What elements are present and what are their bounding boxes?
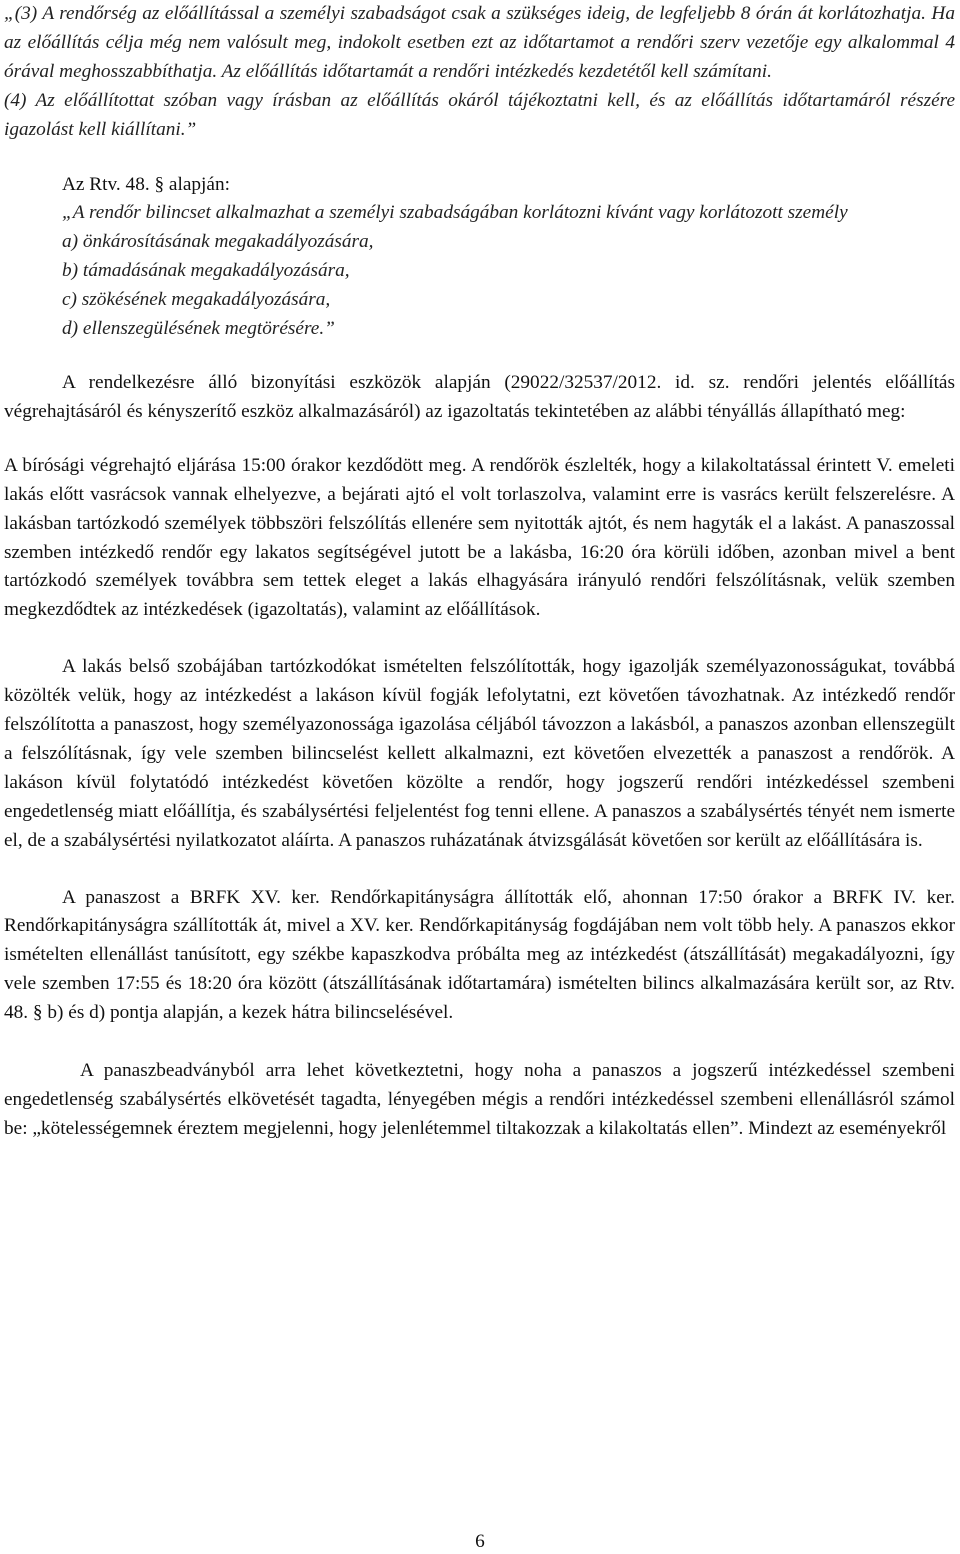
evidence-paragraph: A rendelkezésre álló bizonyítási eszközök alapján (29022/32537/2012. id. sz. rendőri jelentés előállítás végrehajtásáról és kényszerítő eszköz alkalmazásáról) az igazoltatás tekintetében az alábbi tényállás állapítható meg:: [4, 371, 955, 422]
quote-paragraph-4: (4) Az előállítottat szóban vagy írásban az előállítás okáról tájékoztatni kell, és az előállítás időtartamáról részére igazolást kell kiállítani.”: [4, 89, 955, 140]
quote-paragraph-3: „(3) A rendőrség az előállítással a személyi szabadságot csak a szükséges ideig, de legfeljebb 8 órán át korlátozhatja. Ha az előállítás célja még nem valósult meg, indokolt esetben ezt az időtartamot a rendőri szerv vezetője egy alkalommal 4 órával meghosszabbíthatja. Az előállítás időtartamát a rendőri intézkedés kezdetétől kell számítani.: [4, 3, 955, 82]
document-page: [4, 0, 955, 1144]
facts-paragraph-2: A lakás belső szobájában tartózkodókat ismételten felszólították, hogy igazolják személyazonosságukat, továbbá közölték velük, hogy az intézkedést a lakáson kívül fogják lefolytatni, ezt követően távozhatnak. Az intézkedő rendőr felszólította a panaszost, hogy személyazonossága igazolása céljából távozzon a lakásból, a panaszos azonban ellenszegült a felszólításnak, így vele szemben bilincselést kellett alkalmazni, ezt követően elvezették a panaszost a rendőrök. A lakáson kívül folytatódó intézkedést követően közölte a rendőr, hogy jogszerű rendőri intézkedéssel szembeni engedetlenség miatt előállítja, és szabálysértési feljelentést fog tenni ellene. A panaszos a szabálysértés tényét nem ismerte el, de a szabálysértési nyilatkozatot aláírta. A panaszos ruházatának átvizsgálását követően sor került az előállítására is.: [4, 656, 955, 851]
rtv-48-item-b: b) támadásának megakadályozására,: [62, 260, 350, 282]
rtv-48-lead: „A rendőr bilincset alkalmazhat a személyi szabadságában korlátozni kívánt vagy korlátozott személy: [62, 202, 848, 224]
rtv-48-item-d: d) ellenszegülésének megtörésére.”: [62, 318, 335, 340]
facts-paragraph-1: A bírósági végrehajtó eljárása 15:00 órakor kezdődött meg. A rendőrök észlelték, hogy a kilakoltatással érintett V. emeleti lakás előtt vasrácsok vannak elhelyezve, a bejárati ajtó el volt torlaszolva, valamint erre is vasrács került felszerelésre. A lakásban tartózkodó személyek többszöri felszólítás ellenére sem nyitották ajtót, és nem hagyták el a lakást. A panaszossal szemben intézkedő rendőr egy lakatos segítségével jutott be a lakásba, 16:20 óra körüli időben, azonban mivel a bent tartózkodó személyek továbbra sem tettek eleget a lakás elhagyására irányuló rendőri felszólításnak, velük szemben megkezdődtek az intézkedések (igazoltatás), valamint az előállítások.: [4, 454, 955, 621]
conclusion-paragraph: A panaszbeadványból arra lehet következtetni, hogy noha a panaszos a jogszerű intézkedéssel szembeni engedetlenség szabálysértés elkövetését tagadta, lényegében mégis a rendőri intézkedéssel szembeni ellenállásról számol be: „kötelességemnek éreztem megjelenni, hogy jelenlétemmel tiltakozzak a kilakoltatás ellen”. Mindezt az eseményekről: [4, 1060, 955, 1139]
rtv-48-item-a: a) önkárosításának megakadályozására,: [62, 231, 374, 253]
rtv-48-item-c: c) szökésének megakadályozására,: [62, 289, 331, 311]
facts-paragraph-3: A panaszost a BRFK XV. ker. Rendőrkapitányságra állították elő, ahonnan 17:50 órakor a BRFK IV. ker. Rendőrkapitányságra szállították át, mivel a XV. ker. Rendőrkapitányság fogdájában nem volt több hely. A panaszos ekkor ismételten ellenállást tanúsított, egy székbe kapaszkodva próbálta meg az intézkedést (átszállítását) megakadályozni, így vele szemben 17:55 és 18:20 óra között (átszállításának időtartamára) ismételten bilincs alkalmazására került sor, az Rtv. 48. § b) és d) pontja alapján, a kezek hátra bilincselésével.: [4, 886, 955, 1024]
page-number: 6: [475, 1531, 485, 1552]
rtv-48-intro: Az Rtv. 48. § alapján:: [62, 173, 230, 195]
